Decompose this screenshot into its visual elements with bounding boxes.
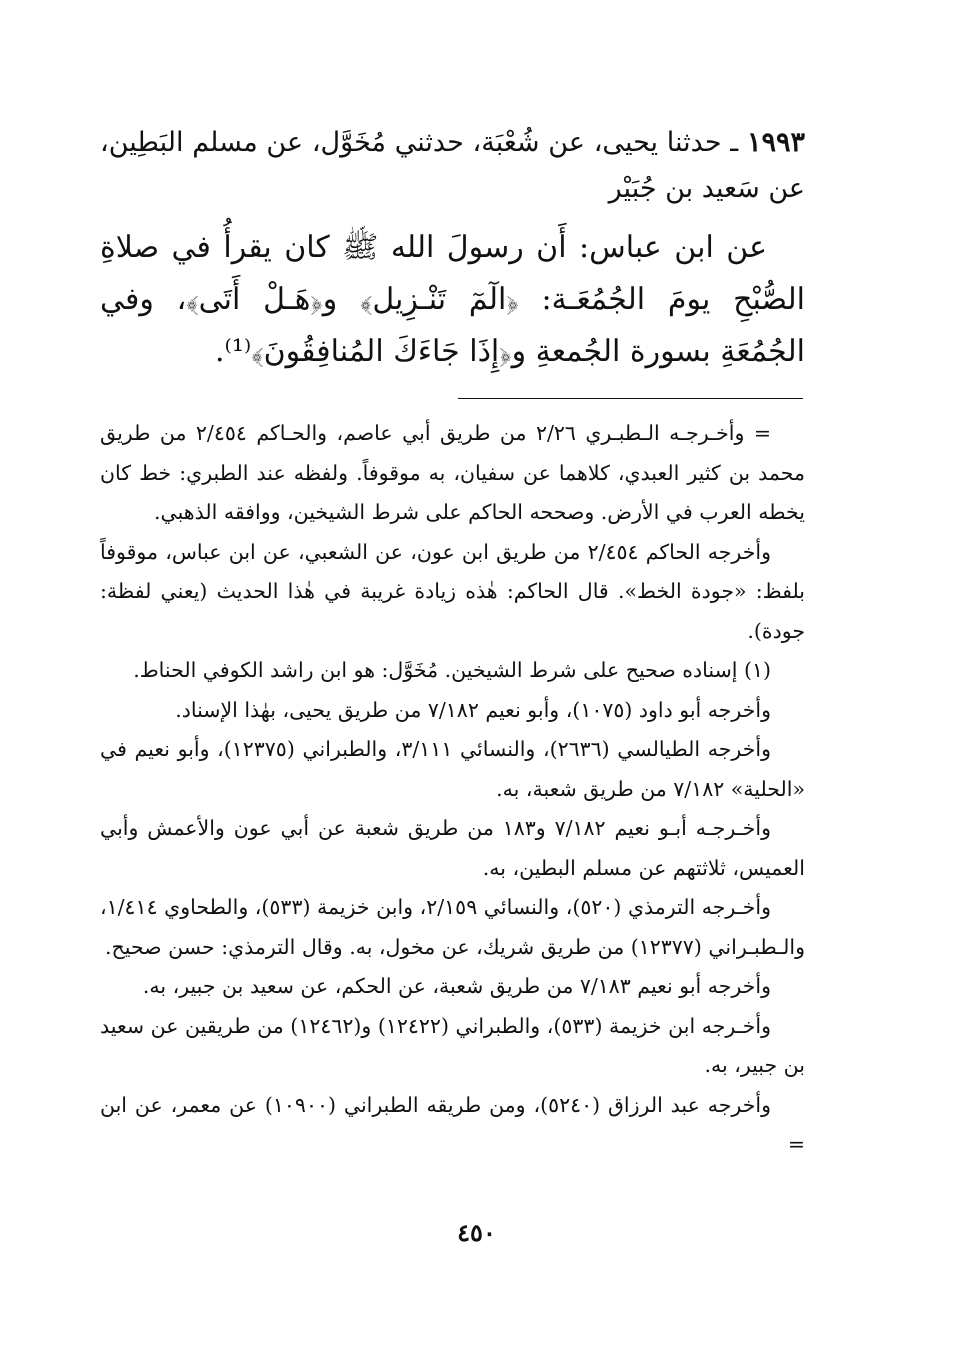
- footnote-paragraph: وأخرجه أبو داود (١٠٧٥)، وأبو نعيم ٧/١٨٢ من طريق يحيى، بهٰذا الإسناد.: [175, 697, 771, 722]
- hadith-number: ١٩٩٣: [746, 127, 805, 158]
- footnote-paragraph: وأخرجه الطيالسي (٢٦٣٦)، والنسائي ٣/١١١، والطبراني (١٢٣٧٥)، وأبو نعيم في «الحلية» ٧/١٨٢ من طريق شعبة، به.: [100, 737, 805, 801]
- footnote-paragraph: وأخرجه الحاكم ٢/٤٥٤ من طريق ابن عون، عن الشعبي، عن ابن عباس، موقوفاً بلفظ: «جودة الخط». قال الحاكم: هٰذه زيادة غريبة في هٰذا الحديث (يعني لفظة: جودة).: [100, 539, 805, 643]
- matn-text: عن ابن عباس: أَن رسولَ الله ﷺ كان يقرأُ في صلاةِ الصُّبْحِ يومَ الجُمُعَـة: ﴿الٓمٓ تَنْـزِيل﴾ و﴿هَـلْ أَتَى﴾، وفي الجُمُعَةِ بسورة الجُمعةِ و﴿إِذَا جَاءَكَ المُنافِقُونَ﴾⁽¹⁾.: [100, 230, 805, 369]
- footnote-paragraph: وأخـرجه الترمذي (٥٢٠)، والنسائي ٢/١٥٩، وابن خزيمة (٥٣٣)، والطحاوي ١/٤١٤، والـطبـراني (١٢٣٧٧) من طريق شريك، عن مخول، به. وقال الترمذي: حسن صحيح.: [100, 895, 805, 959]
- isnad-text: ـ حدثنا يحيى، عن شُعْبَة، حدثني مُخَوَّل، عن مسلم البَطِين، عن سَعيد بن جُبَيْر: [100, 127, 805, 204]
- footnote-paragraph: (١) إسناده صحيح على شرط الشيخين. مُخَوَّل: هو ابن راشد الكوفي الحناط.: [133, 658, 771, 682]
- footnote-paragraph: وأخرجه عبد الرزاق (٥٢٤٠)، ومن طريقه الطبراني (١٠٩٠٠) عن معمر، عن ابن =: [100, 1092, 805, 1156]
- footnote-paragraph: وأخـرجـه أبـو نعيم ٧/١٨٢ و١٨٣ من طريق شعبة عن أبي عون والأعمش وأبي العميس، ثلاثتهم عن مسلم البطين، به.: [100, 816, 805, 880]
- footnote-paragraph: وأخـرجه ابن خزيمة (٥٣٣)، والطبراني (١٢٤٢٢) و(١٢٤٦٢) من طريقين عن سعيد بن جبير، به.: [100, 1013, 805, 1077]
- footnotes: [100, 414, 805, 1165]
- hadith-isnad: [100, 120, 805, 212]
- footnote-separator: [458, 398, 803, 399]
- footnote-paragraph: = وأخـرجـه الـطبـري ٢/٢٦ من طريق أبي عاصم، والحـاكم ٢/٤٥٤ من طريق محمد بن كثير العبدي، كلاهما عن سفيان، به موقوفاً. ولفظه عند الطبري: خط كان يخطه العرب في الأرض. وصححه الحاكم على شرط الشيخين، ووافقه الذهبي.: [100, 421, 805, 524]
- hadith-matn: [100, 222, 805, 378]
- page-number: ٤٥٠: [457, 1218, 496, 1247]
- footnote-paragraph: وأخرجه أبو نعيم ٧/١٨٣ من طريق شعبة، عن الحكم، عن سعيد بن جبير، به.: [142, 974, 771, 998]
